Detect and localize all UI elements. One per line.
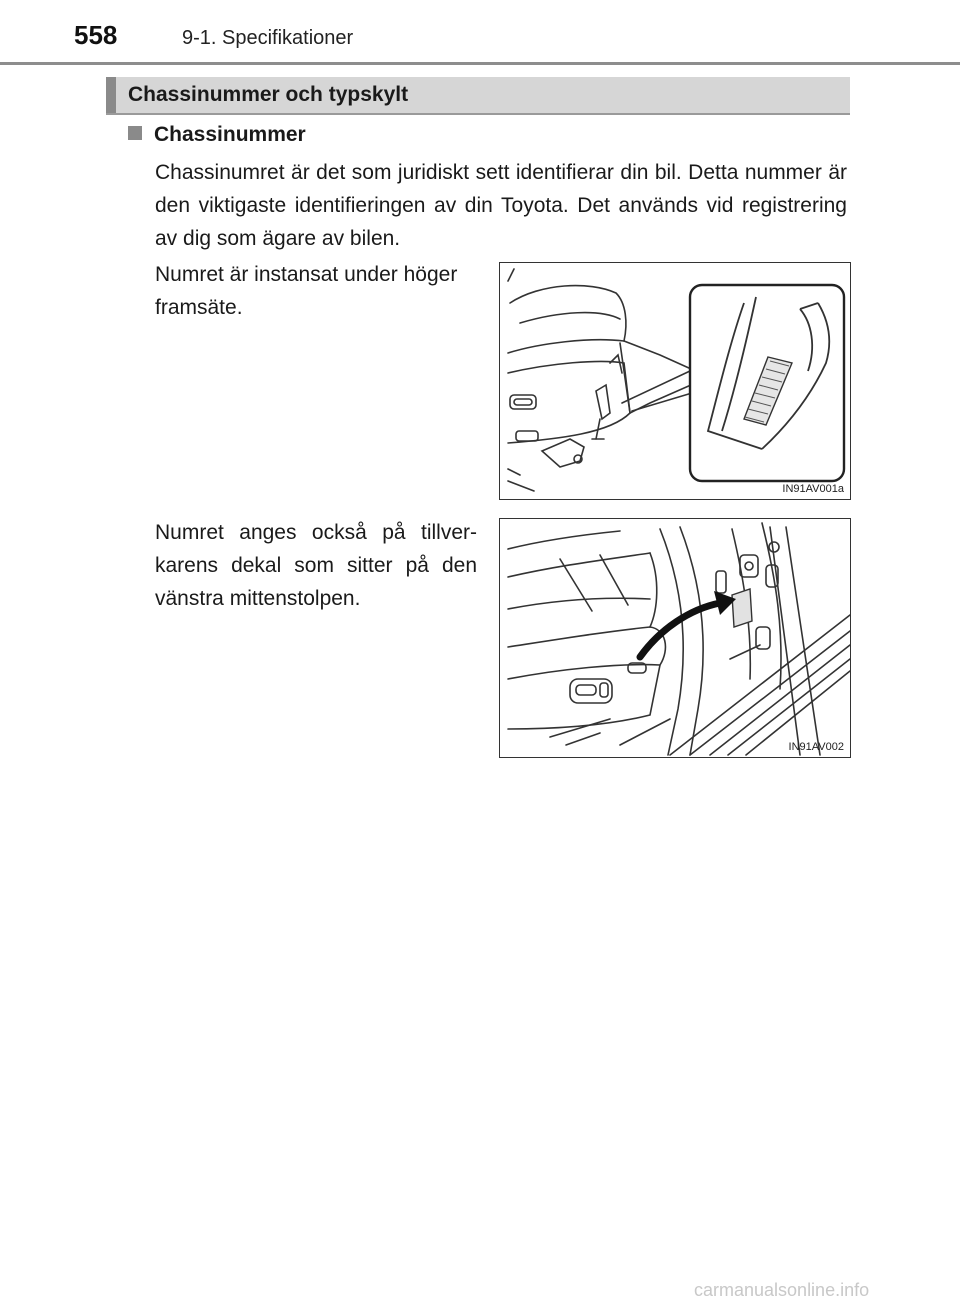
section-heading-bar [106,77,116,113]
section-path: 9-1. Specifikationer [182,27,354,49]
subsection-title: Chassinummer [154,123,306,146]
figure-code: IN91AV002 [788,741,844,753]
pillar-location-paragraph: Numret anges också på tillver-karens dekal som sitter på den vänstra mittenstolpen. [155,521,477,610]
intro-paragraph: Chassinumret är det som juridiskt sett identifierar din bil. Detta nummer är den viktigaste identifieringen av din Toyota. Det används vid registrering av dig som ägare av bilen. [155,161,847,250]
seat-vin-figure [499,262,851,500]
page-number: 558 [74,20,118,50]
subsection-heading [128,123,306,147]
seat-location-paragraph: Numret är instansat under höger framsäte. [155,263,458,319]
header-rule [0,62,960,65]
section-heading-band [106,77,850,115]
watermark: carmanualsonline.info [694,1280,870,1300]
figure-code: IN91AV001a [782,483,844,495]
seat-vin-location-illustration [500,263,850,499]
square-bullet-icon [128,126,142,140]
pillar-label-figure [499,518,851,758]
section-title: Chassinummer och typskylt [128,83,409,106]
center-pillar-label-illustration [500,519,850,757]
